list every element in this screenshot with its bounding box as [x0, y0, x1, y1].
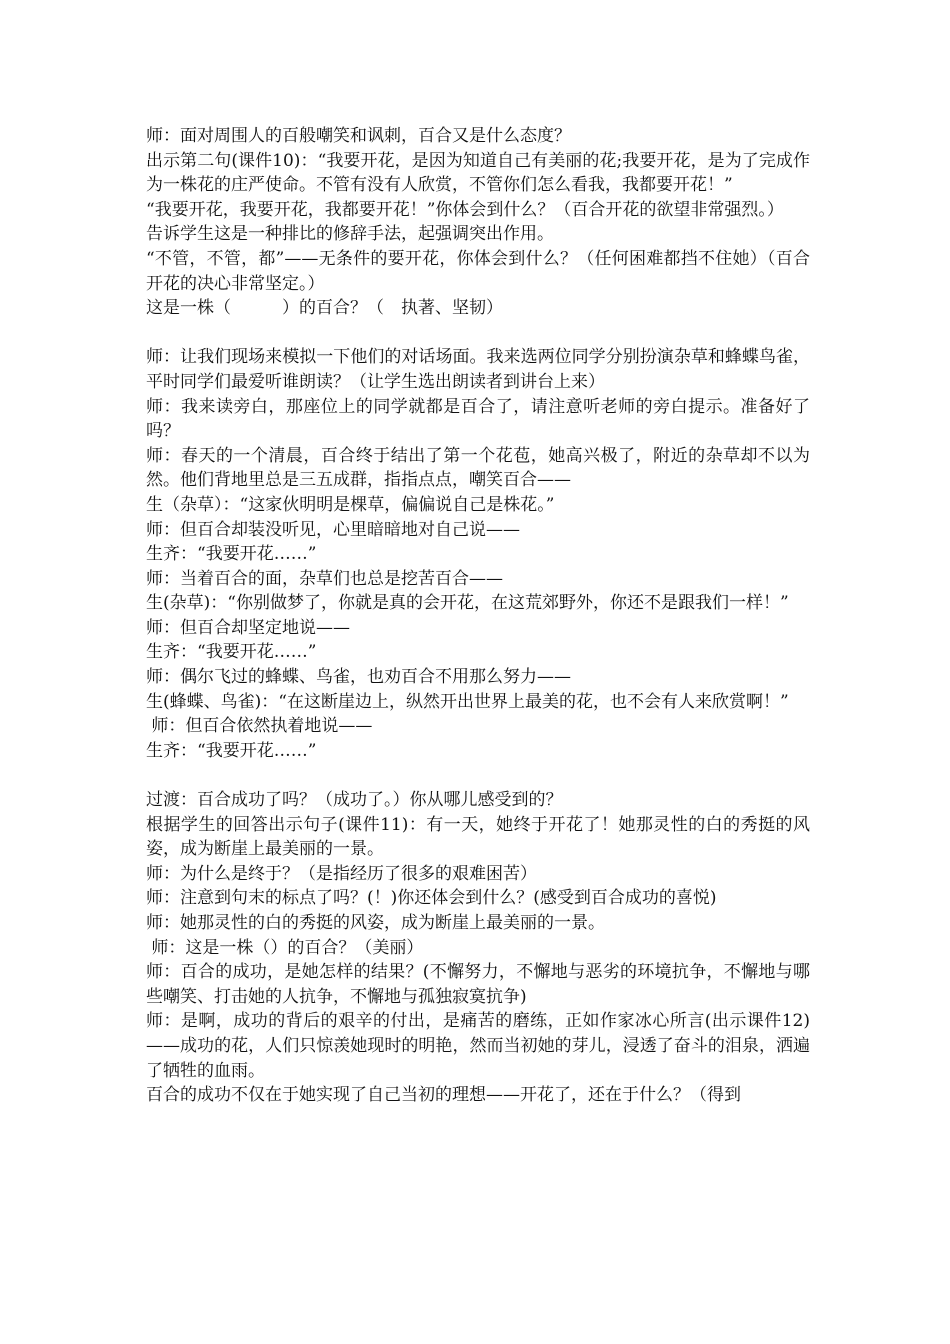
blank-line: [146, 321, 810, 346]
paragraph: 师：为什么是终于？（是指经历了很多的艰难困苦）: [146, 863, 537, 884]
paragraph: 师：百合的成功，是她怎样的结果？(不懈努力，不懈地与恶劣的环境抗争，不懈地与哪些嘲笑、打击她的人抗争，不懈地与孤独寂寞抗争): [146, 962, 810, 1007]
paragraph: 出示第二句(课件10)：“我要开花，是因为知道自己有美丽的花;我要开花，是为了完成作为一株花的庄严使命。不管有没有人欣赏，不管你们怎么看我，我都要开花！”: [146, 150, 810, 196]
paragraph: 百合的成功不仅在于她实现了自己当初的理想——开花了，还在于什么？（得到: [146, 1085, 741, 1106]
paragraph: 过渡：百合成功了吗？（成功了。）你从哪儿感受到的？: [146, 790, 563, 811]
paragraph: 师：偶尔飞过的蜂蝶、鸟雀，也劝百合不用那么努力——: [146, 667, 571, 688]
paragraph: 生齐：“我要开花……”: [146, 642, 317, 663]
paragraph: 师：她那灵性的白的秀挺的风姿，成为断崖上最美丽的一景。: [146, 913, 605, 933]
paragraph: 师：春天的一个清晨，百合终于结出了第一个花苞，她高兴极了，附近的杂草却不以为然。他们背地里总是三五成群，指指点点，嘲笑百合——: [146, 445, 810, 491]
document-page: [146, 124, 810, 1108]
paragraph: 告诉学生这是一种排比的修辞手法，起强调突出作用。: [146, 224, 554, 245]
paragraph: 师：我来读旁白，那座位上的同学就都是百合了，请注意听老师的旁白提示。准备好了吗？: [146, 396, 810, 442]
paragraph: 生(杂草)：“你别做梦了，你就是真的会开花，在这荒郊野外，你还不是跟我们一样！”: [146, 593, 789, 614]
paragraph: 师：但百合却坚定地说——: [146, 617, 350, 638]
blank-line: [146, 763, 810, 788]
section-3: [146, 788, 810, 1108]
section-1: [146, 124, 810, 321]
paragraph: 师：当着百合的面，杂草们也总是挖苦百合——: [146, 568, 503, 589]
paragraph: 生(蜂蝶、鸟雀)：“在这断崖边上，纵然开出世界上最美的花，也不会有人来欣赏啊！”: [146, 691, 789, 712]
paragraph: 师：面对周围人的百般嘲笑和讽刺，百合又是什么态度？: [146, 126, 571, 146]
paragraph: 师：但百合却装没听见，心里暗暗地对自己说——: [146, 519, 520, 540]
paragraph: 师：让我们现场来模拟一下他们的对话场面。我来选两位同学分别扮演杂草和蜂蝶鸟雀，平时同学们最爱听谁朗读？（让学生选出朗读者到讲台上来）: [146, 347, 810, 392]
paragraph: 师：是啊，成功的背后的艰辛的付出，是痛苦的磨练，正如作家冰心所言(出示课件12)——成功的花，人们只惊羡她现时的明艳，然而当初她的芽儿，浸透了奋斗的泪泉，洒遍了牺牲的血雨。: [146, 1011, 810, 1081]
paragraph: 生齐：“我要开花……”: [146, 740, 317, 761]
paragraph: “我要开花，我要开花，我都要开花！”你体会到什么？（百合开花的欲望非常强烈。）: [146, 199, 784, 220]
paragraph: 生（杂草）：“这家伙明明是棵草，偏偏说自己是株花。”: [146, 494, 555, 515]
paragraph: 师：但百合依然执着地说——: [146, 716, 373, 737]
paragraph: 根据学生的回答出示句子(课件11)：有一天，她终于开花了！她那灵性的白的秀挺的风姿，成为断崖上最美丽的一景。: [146, 814, 810, 860]
paragraph: 这是一株（ ）的百合？（ 执著、坚韧）: [146, 298, 503, 319]
paragraph: 师：这是一株（）的百合？（美丽）: [146, 937, 424, 958]
paragraph: “不管，不管，都”——无条件的要开花，你体会到什么？（任何困难都挡不住她）（百合开花的决心非常坚定。）: [146, 248, 810, 294]
section-2: [146, 345, 810, 763]
paragraph: 生齐：“我要开花……”: [146, 544, 317, 565]
paragraph: 师：注意到句末的标点了吗？(！)你还体会到什么？(感受到百合成功的喜悦): [146, 888, 717, 909]
